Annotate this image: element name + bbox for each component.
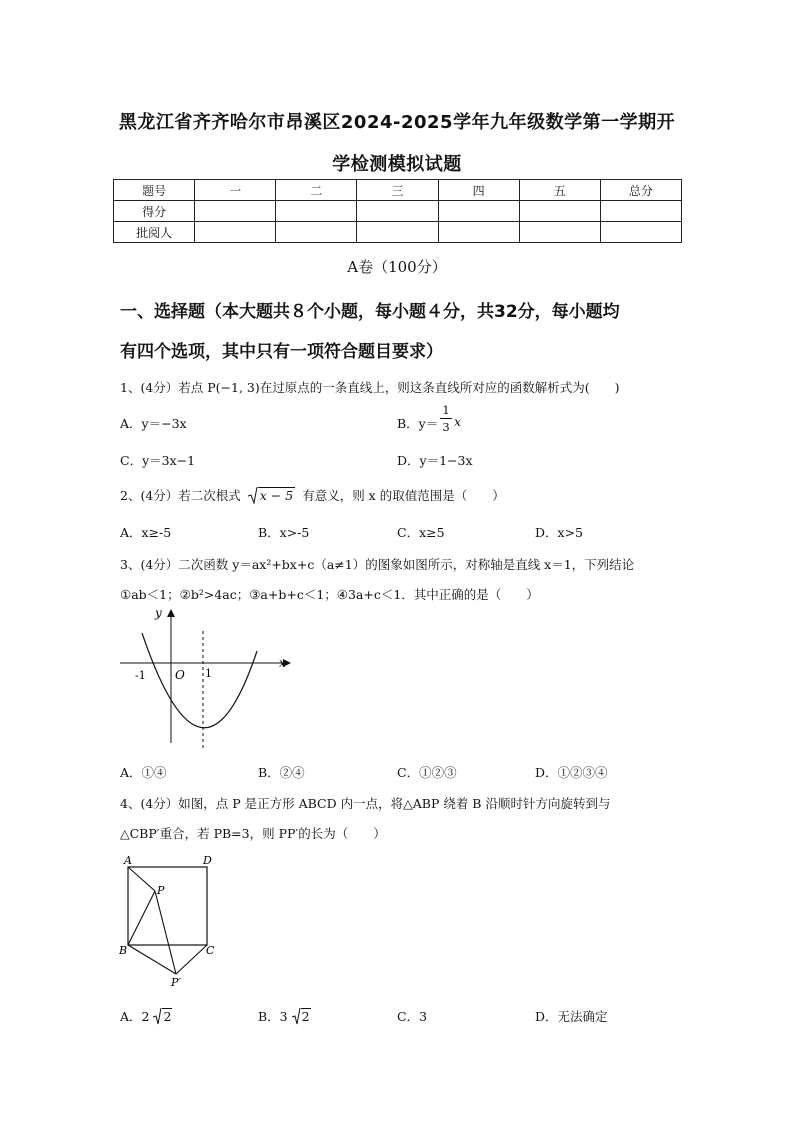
q1-stem: 1、(4分）若点 P(−1, 3)在过原点的一条直线上，则这条直线所对应的函数解析式为( ) xyxy=(120,380,620,395)
segment-ap xyxy=(128,867,155,891)
segment-cp-prime xyxy=(176,945,207,974)
segment-bp-prime xyxy=(128,945,176,974)
sqrt-radicand: 2 xyxy=(163,1009,172,1024)
exam-title-line1: 黑龙江省齐齐哈尔市昂溪区2024-2025学年九年级数学第一学期开 xyxy=(118,112,676,133)
q3-stem-line1: 3、(4分）二次函数 y＝ax²+bx+c（a≠1）的图象如图所示，对称轴是直线 x＝1，下列结论 xyxy=(120,557,635,572)
square-abcd xyxy=(128,867,207,945)
section-heading-line1: 一、选择题（本大题共８个小题，每小题４分，共32分，每小题均 xyxy=(120,302,620,322)
q4-option-a-prefix: A．2 xyxy=(120,1009,150,1024)
q2-option-c[interactable]: C．x≥5 xyxy=(397,525,445,540)
origin-label: O xyxy=(175,668,185,682)
vertex-label-a: A xyxy=(124,854,132,867)
score-table-header-row xyxy=(114,180,682,201)
score-cell[interactable] xyxy=(276,201,357,222)
q2-stem-after: 有意义，则 x 的取值范围是（ ） xyxy=(302,488,505,503)
section-heading-line2: 有四个选项，其中只有一项符合题目要求） xyxy=(120,342,443,362)
table-cell: 批阅人 xyxy=(114,222,195,243)
parabola-curve xyxy=(142,633,257,728)
q1-option-b-prefix: B．y＝ xyxy=(397,416,439,431)
vertex-label-c: C xyxy=(206,944,215,957)
square-rotation-figure xyxy=(115,850,225,990)
q2-stem xyxy=(120,486,505,504)
point-label-p-prime: P′ xyxy=(171,976,181,989)
y-axis-arrow-icon xyxy=(167,609,175,617)
sqrt-expression xyxy=(292,1009,311,1024)
score-cell[interactable] xyxy=(276,222,357,243)
score-table-row xyxy=(114,201,682,222)
fraction-numerator: 1 xyxy=(442,403,450,417)
fraction-bar xyxy=(440,418,452,419)
q4-option-a[interactable] xyxy=(120,1007,172,1025)
segment-pp-prime xyxy=(155,891,176,974)
q2-option-d[interactable]: D．x>5 xyxy=(535,525,583,540)
x-axis-label: x xyxy=(279,656,286,670)
score-cell[interactable] xyxy=(195,201,276,222)
score-cell[interactable] xyxy=(438,201,519,222)
q1-option-a[interactable]: A．y＝−3x xyxy=(120,416,187,431)
score-cell[interactable] xyxy=(519,222,600,243)
q1-option-b-var: x xyxy=(454,414,462,429)
score-table xyxy=(113,179,682,243)
q4-option-c[interactable]: C．3 xyxy=(397,1009,428,1024)
q3-stem-line2: ①ab＜1；②b²>4ac；③a+b+c＜1；④3a+c＜1．其中正确的是（ ） xyxy=(120,587,539,602)
tick-label-1: 1 xyxy=(205,667,212,680)
score-cell[interactable] xyxy=(600,201,681,222)
q2-option-a[interactable]: A．x≥-5 xyxy=(120,525,172,540)
sqrt-radicand: 2 xyxy=(301,1009,310,1024)
fraction-denominator: 3 xyxy=(442,420,450,434)
sqrt-radicand: x − 5 xyxy=(259,488,294,503)
sqrt-sign-icon xyxy=(153,1007,162,1025)
table-cell: 得分 xyxy=(114,201,195,222)
table-cell: 三 xyxy=(357,180,438,201)
q2-stem-before: 2、(4分）若二次根式 xyxy=(120,488,241,503)
score-cell[interactable] xyxy=(600,222,681,243)
sqrt-sign-icon xyxy=(248,486,258,504)
y-axis-label: y xyxy=(155,606,162,620)
exam-title-line2: 学检测模拟试题 xyxy=(332,154,462,175)
tick-label-neg1: -1 xyxy=(135,669,146,682)
volume-a-label: A卷（100分） xyxy=(347,258,447,276)
table-cell: 四 xyxy=(438,180,519,201)
parabola-graph xyxy=(115,603,295,753)
q3-option-b[interactable]: B．②④ xyxy=(258,765,305,780)
q4-option-b-prefix: B．3 xyxy=(258,1009,288,1024)
q3-option-a[interactable]: A．①④ xyxy=(120,765,167,780)
sqrt-expression xyxy=(248,488,295,503)
q2-option-b[interactable]: B．x>-5 xyxy=(258,525,310,540)
score-cell[interactable] xyxy=(357,222,438,243)
score-cell[interactable] xyxy=(519,201,600,222)
q4-option-d[interactable]: D．无法确定 xyxy=(535,1009,608,1024)
table-cell: 一 xyxy=(195,180,276,201)
q1-option-c[interactable]: C．y＝3x−1 xyxy=(120,453,196,468)
vertex-label-d: D xyxy=(203,854,212,867)
q3-option-c[interactable]: C．①②③ xyxy=(397,765,457,780)
vertex-label-b: B xyxy=(119,944,128,957)
q4-stem-line1: 4、(4分）如图，点 P 是正方形 ABCD 内一点，将△ABP 绕着 B 沿顺时针方向旋转到与 xyxy=(120,796,611,811)
sqrt-sign-icon xyxy=(292,1007,301,1025)
q3-option-d[interactable]: D．①②③④ xyxy=(535,765,608,780)
table-cell: 题号 xyxy=(114,180,195,201)
table-cell: 二 xyxy=(276,180,357,201)
sqrt-expression xyxy=(153,1009,172,1024)
score-table-row xyxy=(114,222,682,243)
table-cell: 五 xyxy=(519,180,600,201)
table-cell: 总分 xyxy=(600,180,681,201)
score-cell[interactable] xyxy=(195,222,276,243)
score-cell[interactable] xyxy=(357,201,438,222)
q4-stem-line2: △CBP′重合，若 PB=3，则 PP′的长为（ ） xyxy=(120,826,386,841)
score-cell[interactable] xyxy=(438,222,519,243)
point-label-p: P xyxy=(157,884,165,897)
segment-bp xyxy=(128,891,155,945)
q4-option-b[interactable] xyxy=(258,1007,311,1025)
q1-option-d[interactable]: D．y＝1−3x xyxy=(397,453,473,468)
